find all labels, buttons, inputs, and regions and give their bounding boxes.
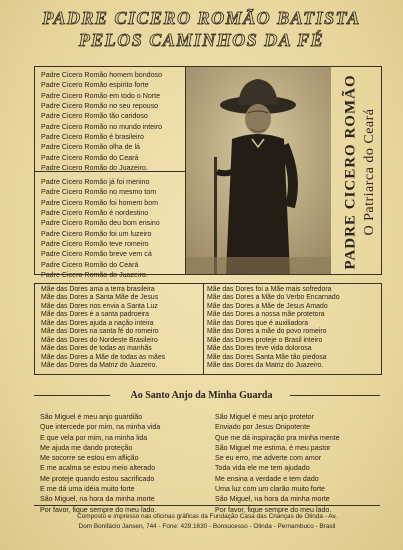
verse-line: Padre Cicero Romão olha de lá [41, 143, 140, 152]
verse-line: São Miguel me estima, é meu pastor [215, 443, 331, 452]
portrait-illustration [186, 67, 331, 274]
top-frame [34, 66, 382, 280]
verse-line: São Miguel é meu anjo guardião [40, 413, 143, 421]
anjo-right-column [215, 412, 395, 515]
printer-footer [34, 512, 380, 531]
dores-left-column [41, 286, 209, 371]
verse-line: Padre Cicero Romão do Juazeiro. [41, 164, 148, 173]
verse-line: Me ensina a verdade e tem dado [215, 474, 319, 483]
column-divider [203, 284, 204, 374]
verse-line: Padre Cicero Romão é nordestino [41, 209, 149, 218]
verses-column [35, 67, 186, 280]
verse-line: E me dá uma idéia muito forte [40, 485, 135, 494]
verse-line: Mãe das Dores proteje o Brasil inteiro [207, 336, 323, 344]
stanza-2 [41, 177, 185, 280]
verse-line: Padre Cicero Romão foi homem bom [41, 198, 159, 207]
verse-line: Padre Cicero Romão em todo o Norte [41, 91, 161, 100]
anjo-left-column [40, 412, 220, 515]
verse-line: Mãe das Dores nos envia a Santa Luz [41, 302, 158, 310]
verse-line: Me socorre se estou em aflição [40, 454, 139, 463]
verse-line: Mãe das Dores a Mãe de todas as mães [41, 353, 166, 361]
verse-line: Padre Cicero Romão no seu repouso [41, 102, 159, 111]
verse-line: Que me dá inspiração pra minha mente [215, 433, 340, 442]
verse-line: Mãe das Dores a Mãe de Jesus Amado [207, 302, 328, 310]
footer-line-2: Dom Bonifácio Jansen, 744 - Fone: 429.1630 - Bonsucesso - Olinda - Pernambuco - Brasil [78, 522, 336, 530]
verse-line: Mãe das Dores na santa fé do romeiro [41, 328, 159, 336]
verse-line: Padre Cicero Romão do Juazeiro. [41, 271, 148, 280]
verse-line: Que intercede por mim, na minha vida [40, 423, 161, 432]
verse-line: Mãe das Dores é a santa padroeira [41, 311, 150, 319]
verse-line: Padre Cicero Romão breve vem cá [41, 250, 152, 259]
verse-line: Padre Cicero Romão homem bondoso [41, 71, 163, 79]
verse-line: Mãe das Dores Santa Mãe tão piedosa [207, 353, 327, 361]
verse-line: Padre Cicero Romão no mundo inteiro [41, 122, 163, 131]
verse-line: Padre Cicero Romão já foi menino [41, 178, 150, 186]
verse-line: Padre Cicero Romão espírito forte [41, 81, 149, 90]
verse-line: Padre Cicero Romão deu bom ensino [41, 219, 160, 228]
verse-line: Mãe das Dores que é auxiliadora [207, 319, 309, 327]
verse-line: E que vela por mim, na minha lida [40, 433, 148, 442]
verse-line: São Miguel é meu anjo protetor [215, 413, 314, 421]
verse-line: São Miguel, na hora da minha morte [40, 495, 155, 504]
footer-line-1: Composto e impresso nas oficinas gráficas da Fundação Casa das Crianças de Olinda - Av. [77, 513, 337, 520]
stanza-divider [35, 171, 185, 172]
verse-line: Padre Cicero Romão do Ceará [41, 153, 139, 162]
verse-line: Mãe das Dores ama a terra brasileira [41, 286, 155, 293]
verse-line: Mãe das Dores da Matriz do Juazeiro. [207, 362, 324, 370]
verse-line: Padre Cicero Romão no mesmo tom [41, 188, 157, 197]
verse-line: Mãe das Dores da Matriz do Juazeiro. [41, 362, 158, 370]
verse-line: Padre Cicero Romão teve romeiro [41, 240, 149, 249]
footer-rule [34, 505, 380, 506]
verse-line: Mãe das Dores teve vida dolorosa [207, 345, 312, 353]
verse-line: Toda vida ele me tem ajudado [215, 464, 310, 473]
verse-line: Mãe das Dores a Mãe do Verbo Encarnado [207, 294, 340, 302]
stanza-1 [41, 70, 185, 173]
verse-line: Padre Cicero Romão foi um luzeiro [41, 229, 152, 238]
verse-line: Mãe das Dores do Nordeste Brasileiro [41, 336, 158, 344]
verse-line: E me acalma se estou meio alterado [40, 464, 156, 473]
verse-line: Mãe das Dores foi a Mãe mais sofredora [207, 286, 332, 293]
dores-section [34, 283, 382, 375]
verse-line: Se eu erro, me adverte com amor [215, 454, 322, 463]
verse-line: Por favor, fique sempre do meu lado. [215, 505, 332, 514]
title-line-1: PADRE CICERO ROMÃO BATISTA [42, 8, 361, 28]
verse-line: Mãe das Dores a nossa mãe protetora [207, 311, 325, 319]
verse-line: Mãe das Dores a Santa Mãe de Jesus [41, 294, 159, 302]
verse-line: Enviado por Jesus Onipotente [215, 423, 311, 432]
verse-line: Me ajuda me dando proteção [40, 443, 133, 452]
title-line-2: PELOS CAMINHOS DA FÉ [78, 30, 325, 50]
side-title: PADRE CICERO ROMÃO [342, 74, 359, 270]
verse-line: Me proteje quando estou sacrificado [40, 474, 155, 483]
verse-line: Mãe das Dores de todas as manhãs [41, 345, 152, 353]
verse-line: Uma luz com um clarão muito forte [215, 485, 325, 494]
verse-line: Mãe das Dores ajuda a nação inteira [41, 319, 154, 327]
verse-line: São Miguel, na hora da minha morte [215, 495, 330, 504]
dores-right-column [207, 286, 375, 371]
sidebar-title [331, 67, 381, 274]
section-heading: Ao Santo Anjo da Minha Guarda [130, 390, 273, 401]
portrait-photo [186, 67, 331, 274]
verse-line: Padre Cicero Romão é brasileiro [41, 133, 144, 142]
side-subtitle: O Patriarca do Ceará [362, 108, 377, 236]
verse-line: Mãe das Dores a mãe do povo romeiro [207, 328, 327, 336]
heading-rule-right [290, 395, 380, 396]
verse-line: Por favor, fique sempre do meu lado. [40, 505, 157, 514]
verse-line: Padre Cicero Romão do Ceará [41, 260, 139, 269]
verse-line: Padre Cicero Romão tão caridoso [41, 112, 148, 121]
